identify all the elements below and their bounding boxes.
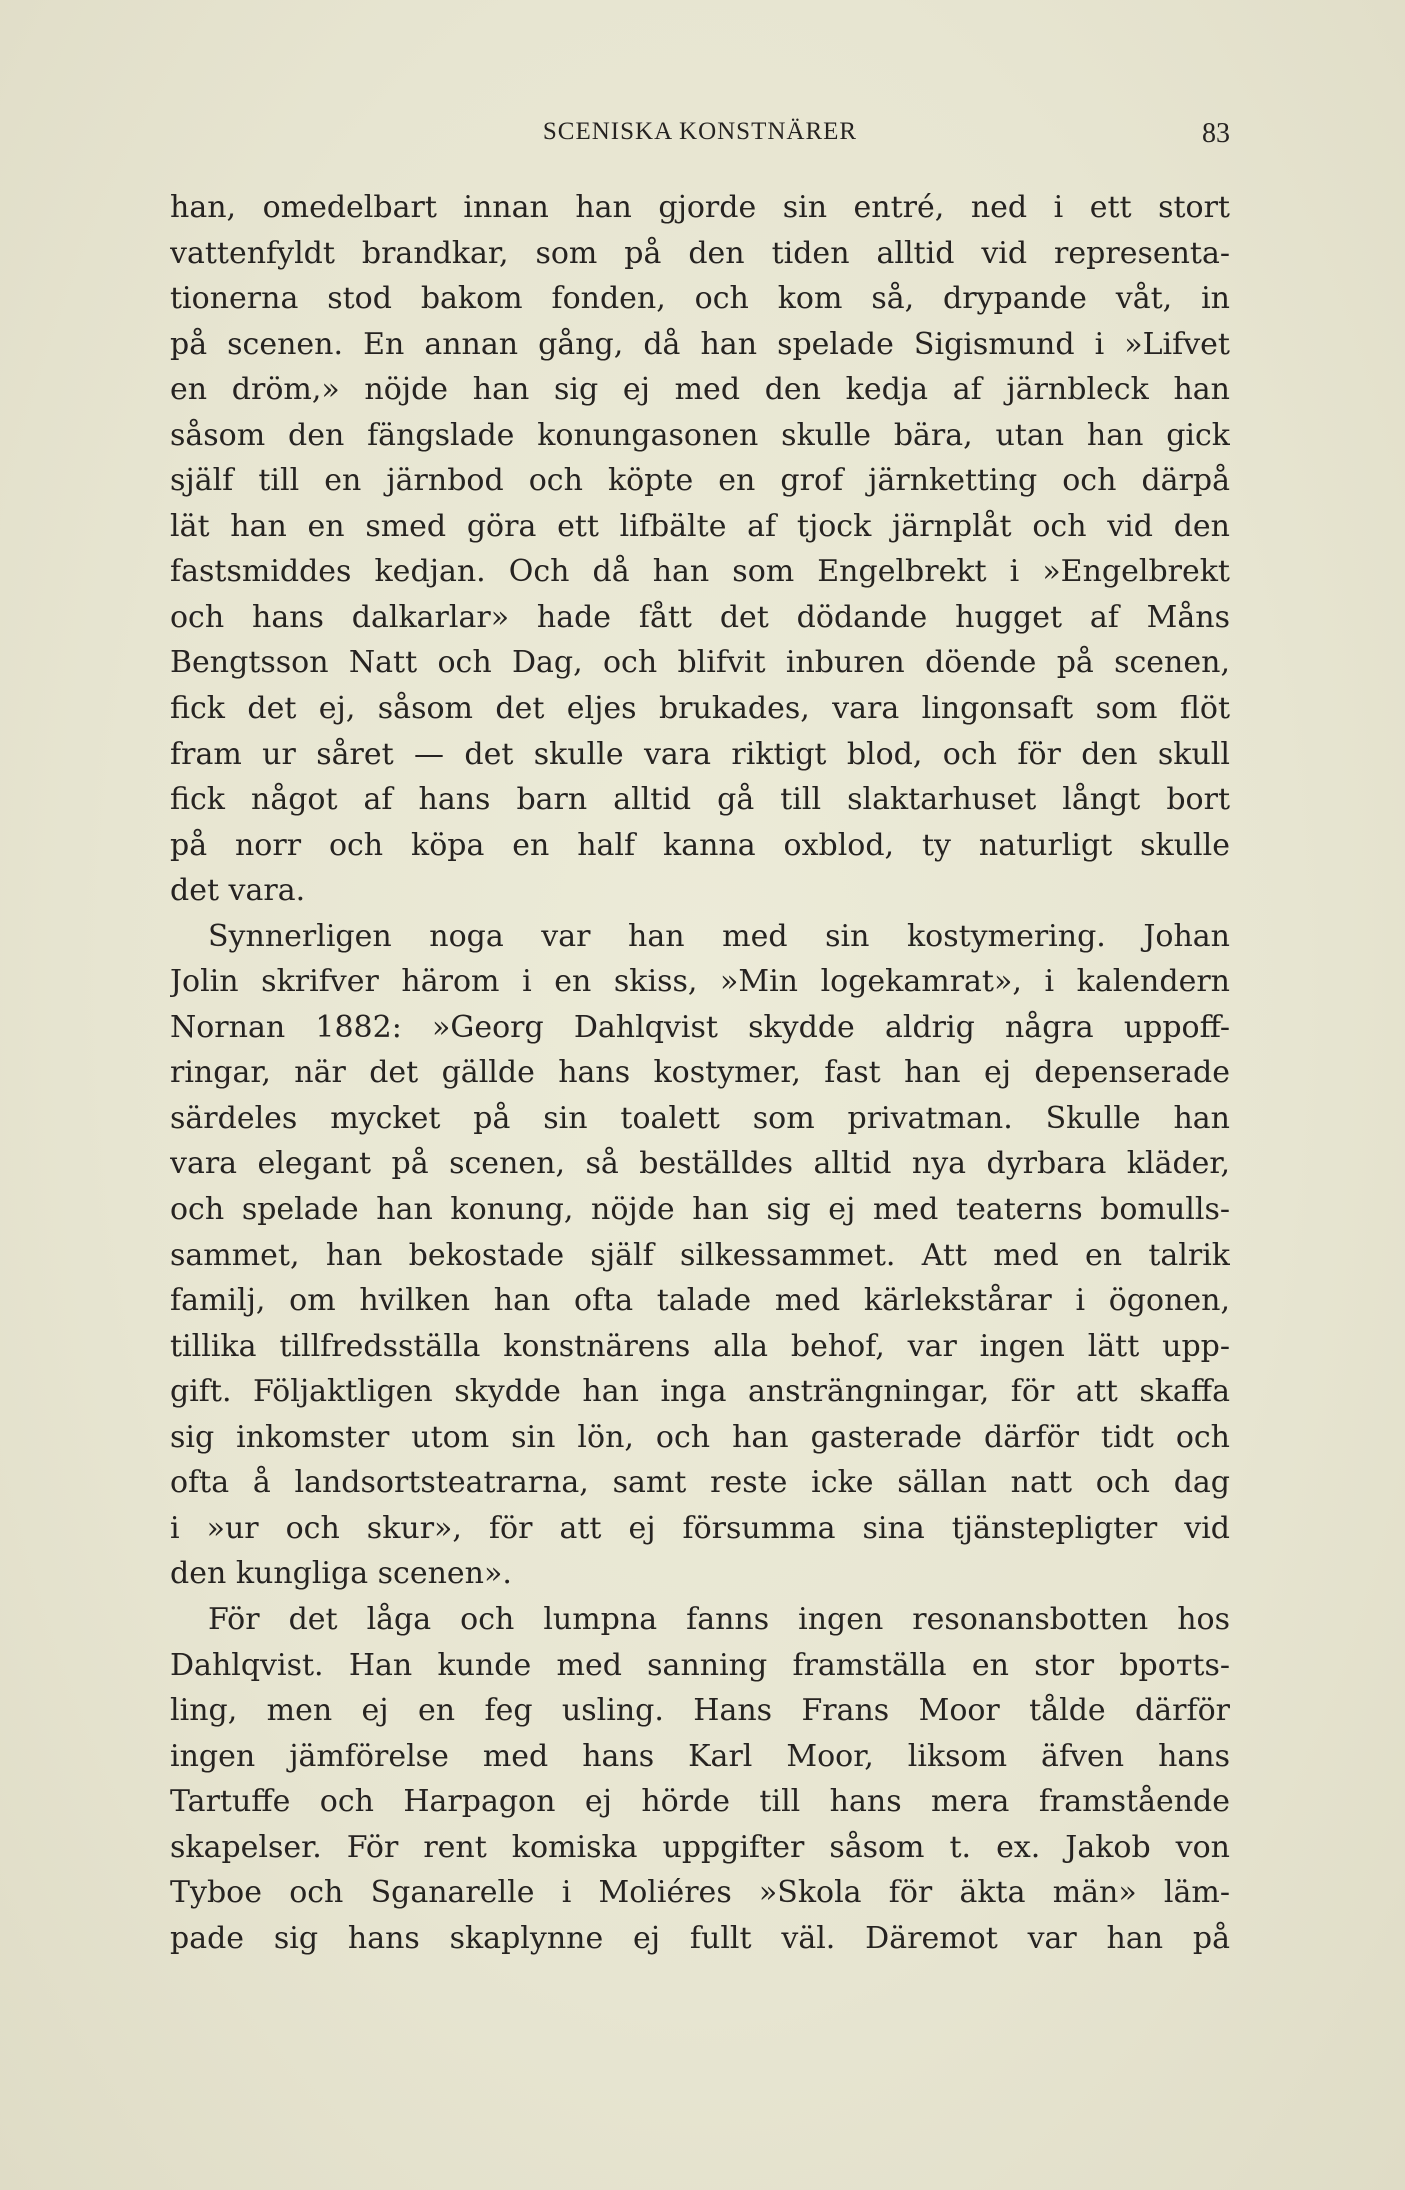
text-line: ringar, när det gällde hans kostymer, fast han ej depenserade <box>170 1055 1230 1091</box>
text-line: skapelser. För rent komiska uppgifter såsom t. ex. Jakob von <box>170 1829 1230 1865</box>
text-line: pade sig hans skaplynne ej fullt väl. Däremot var han på <box>170 1920 1230 1956</box>
page-header <box>170 118 1230 158</box>
text-line: ling, men ej en feg usling. Hans Frans Moor tålde därför <box>170 1693 1230 1729</box>
text-line: vattenfyldt brandkar, som på den tiden alltid vid representa- <box>170 235 1230 271</box>
body-text <box>170 185 1230 1961</box>
text-line: Tyboe och Sganarelle i Moliéres »Skola för äkta män» läm- <box>170 1875 1230 1911</box>
page-number: 83 <box>1202 118 1230 149</box>
running-head: SCENISKA KONSTNÄRER <box>542 118 858 145</box>
paragraph-start-line: Synnerligen noga var han med sin kostymering. Johan <box>208 918 1230 954</box>
text-line: en dröm,» nöjde han sig ej med den kedja af järnbleck han <box>170 372 1230 408</box>
text-line: Nornan 1882: »Georg Dahlqvist skydde aldrig några uppoff- <box>170 1009 1230 1045</box>
text-line: Jolin skrifver härom i en skiss, »Min logekamrat», i kalendern <box>170 964 1230 1000</box>
text-line: tionerna stod bakom fonden, och kom så, drypande våt, in <box>170 281 1230 317</box>
text-line: på scenen. En annan gång, då han spelade Sigismund i »Lifvet <box>170 326 1230 362</box>
text-line: och hans dalkarlar» hade fått det dödande hugget af Måns <box>170 599 1230 635</box>
paragraph-start-line: För det låga och lumpna fanns ingen resonansbotten hos <box>208 1601 1230 1637</box>
text-line: Tartuffe och Harpagon ej hörde till hans mera framstående <box>170 1784 1230 1820</box>
text-line: Dahlqvist. Han kunde med sanning framställa en stor bротts- <box>170 1647 1230 1683</box>
text-line: vara elegant på scenen, så beställdes alltid nya dyrbara kläder, <box>170 1146 1230 1182</box>
text-line: lät han en smed göra ett lifbälte af tjock järnplåt och vid den <box>170 508 1230 544</box>
text-line: såsom den fängslade konungasonen skulle bära, utan han gick <box>170 417 1230 453</box>
text-line: det vara. <box>170 873 306 909</box>
text-line: fick något af hans barn alltid gå till slaktarhuset långt bort <box>170 782 1230 818</box>
text-line: fastsmiddes kedjan. Och då han som Engelbrekt i »Engelbrekt <box>170 554 1230 590</box>
text-line: familj, om hvilken han ofta talade med kärlekstårar i ögonen, <box>170 1283 1230 1319</box>
text-line: fick det ej, såsom det eljes brukades, vara lingonsaft som flöt <box>170 691 1230 727</box>
text-line: särdeles mycket på sin toalett som privatman. Skulle han <box>170 1100 1230 1136</box>
text-line: själf till en järnbod och köpte en grof järnketting och därpå <box>170 463 1230 499</box>
text-line: Bengtsson Natt och Dag, och blifvit inburen döende på scenen, <box>170 645 1230 681</box>
text-line: tillika tillfredsställa konstnärens alla behof, var ingen lätt upp- <box>170 1328 1230 1364</box>
text-line: fram ur såret — det skulle vara riktigt blod, och för den skull <box>170 736 1230 772</box>
text-line: gift. Följaktligen skydde han inga ansträngningar, för att skaffa <box>170 1374 1230 1410</box>
text-line: sammet, han bekostade själf silkessammet. Att med en talrik <box>170 1237 1230 1273</box>
text-line: och spelade han konung, nöjde han sig ej med teaterns bomulls- <box>170 1192 1230 1228</box>
text-line: han, omedelbart innan han gjorde sin entré, ned i ett stort <box>170 190 1230 225</box>
text-line: ofta å landsortsteatrarna, samt reste icke sällan natt och dag <box>170 1465 1230 1501</box>
text-line: sig inkomster utom sin lön, och han gasterade därför tidt och <box>170 1419 1230 1455</box>
text-line: på norr och köpa en half kanna oxblod, ty naturligt skulle <box>170 827 1230 863</box>
text-line: ingen jämförelse med hans Karl Moor, liksom äfven hans <box>170 1738 1230 1774</box>
text-line: i »ur och skur», för att ej försumma sina tjänstepligter vid <box>170 1510 1230 1546</box>
text-line: den kungliga scenen». <box>170 1556 512 1592</box>
